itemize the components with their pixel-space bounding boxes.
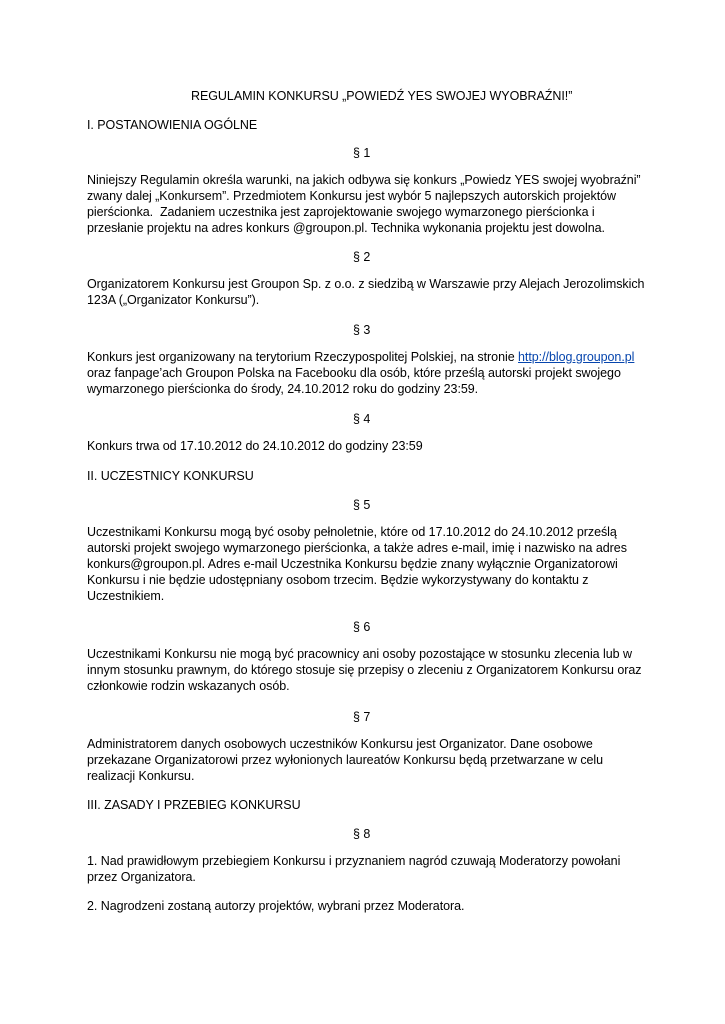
paragraph-3-line: oraz fanpage’ach Groupon Polska na Facebooku dla osób, które prześlą autorski projekt swojego [87, 366, 621, 380]
paragraph-5-line: Uczestnikami Konkursu mogą być osoby pełnoletnie, które od 17.10.2012 do 24.10.2012 prześlą [87, 525, 617, 539]
paragraph-3-text: Konkurs jest organizowany na terytorium Rzeczypospolitej Polskiej, na stronie [87, 350, 519, 364]
paragraph-mark-1: § 1 [353, 146, 371, 160]
paragraph-7-line: przekazane Organizatorowi przez wyłonionych laureatów Konkursu będą przetwarzane w celu [87, 753, 604, 767]
paragraph-2-line: Organizatorem Konkursu jest Groupon Sp. z o.o. z siedzibą w Warszawie przy Alejach Jerozolimskich [87, 277, 645, 291]
paragraph-6-line: członkowie rodzin wskazanych osób. [87, 679, 290, 693]
paragraph-2-line: 123A („Organizator Konkursu”). [87, 293, 260, 307]
paragraph-mark-3: § 3 [353, 323, 371, 337]
paragraph-mark-6: § 6 [353, 620, 371, 634]
paragraph-7-line: Administratorem danych osobowych uczestników Konkursu jest Organizator. Dane osobowe [87, 737, 593, 751]
paragraph-8-item-1-line: przez Organizatora. [87, 870, 196, 884]
document-title: REGULAMIN KONKURSU „POWIEDŹ YES SWOJEJ WYOBRAŹNI!” [191, 89, 573, 103]
paragraph-5-line: Konkursu i nie będzie udostępniany osobom trzecim. Będzie wykorzystywany do kontaktu z [87, 573, 589, 587]
paragraph-4-line: Konkurs trwa od 17.10.2012 do 24.10.2012 do godziny 23:59 [87, 439, 423, 453]
paragraph-5-line: autorski projekt swojego wymarzonego pierścionka, a także adres e-mail, imię i nazwisko na adres [87, 541, 627, 555]
paragraph-mark-8: § 8 [353, 827, 371, 841]
section-heading-general: I. POSTANOWIENIA OGÓLNE [87, 118, 258, 132]
paragraph-1-line: przesłanie projektu na adres konkurs @groupon.pl. Technika wykonania projektu jest dowolna. [87, 221, 605, 235]
paragraph-6-line: innym stosunku prawnym, do którego stosuje się przepisy o zleceniu z Organizatorem Konkursu oraz [87, 663, 642, 677]
paragraph-1-line: zwany dalej „Konkursem”. Przedmiotem Konkursu jest wybór 5 najlepszych autorskich projektów [87, 189, 617, 203]
paragraph-mark-7: § 7 [353, 710, 371, 724]
paragraph-6-line: Uczestnikami Konkursu nie mogą być pracownicy ani osoby pozostające w stosunku zlecenia lub w [87, 647, 632, 661]
paragraph-mark-2: § 2 [353, 250, 371, 264]
paragraph-8-item-2-line: 2. Nagrodzeni zostaną autorzy projektów, wybrani przez Moderatora. [87, 899, 465, 913]
paragraph-3-line: wymarzonego pierścionka do środy, 24.10.2012 roku do godziny 23:59. [87, 382, 479, 396]
paragraph-1-line: pierścionka. Zadaniem uczestnika jest zaprojektowanie swojego wymarzonego pierścionka i [87, 205, 595, 219]
section-heading-rules: III. ZASADY I PRZEBIEG KONKURSU [87, 798, 301, 812]
paragraph-mark-4: § 4 [353, 412, 371, 426]
paragraph-5-line: Uczestnikiem. [87, 589, 165, 603]
section-heading-participants: II. UCZESTNICY KONKURSU [87, 469, 254, 483]
blog-link[interactable]: http://blog.groupon.pl [518, 350, 635, 364]
paragraph-8-item-1-line: 1. Nad prawidłowym przebiegiem Konkursu i przyznaniem nagród czuwają Moderatorzy powołani [87, 854, 621, 868]
paragraph-7-line: realizacji Konkursu. [87, 769, 195, 783]
paragraph-1-line: Niniejszy Regulamin określa warunki, na jakich odbywa się konkurs „Powiedz YES swojej wyobraźni” [87, 173, 641, 187]
paragraph-mark-5: § 5 [353, 498, 371, 512]
paragraph-3-line [87, 349, 634, 365]
paragraph-5-line: konkurs@groupon.pl. Adres e-mail Uczestnika Konkursu będzie znany wyłącznie Organizatorowi [87, 557, 618, 571]
